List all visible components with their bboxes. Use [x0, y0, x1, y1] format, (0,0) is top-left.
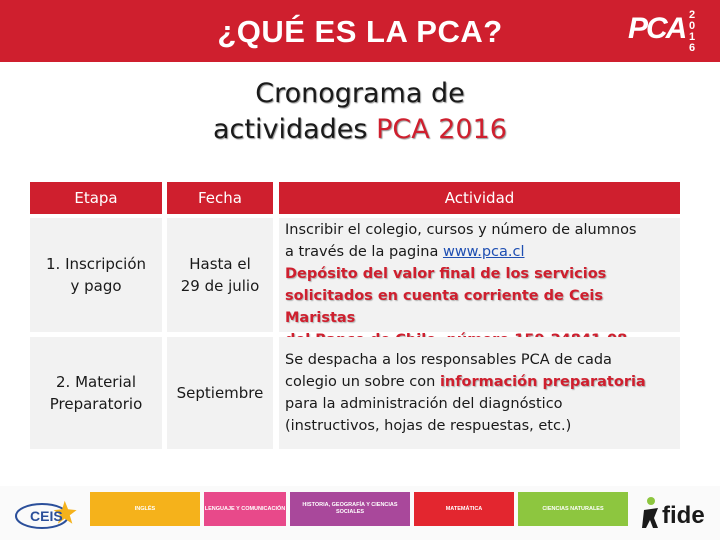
pca-logo-year: 2 0 1 6 — [688, 9, 696, 54]
table-row-2-etapa: 2. Material Preparatorio — [30, 337, 162, 449]
fide-figure-icon — [640, 494, 662, 534]
page-title-line2: actividades PCA 2016 — [213, 114, 507, 145]
banner-title: ¿QUÉ ES LA PCA? — [217, 14, 503, 49]
subject-lenguaje: LENGUAJE Y COMUNICACIÓN — [204, 492, 286, 526]
pca-website-link[interactable]: www.pca.cl — [442, 244, 525, 260]
ceis-logo-text: CEIS — [30, 508, 63, 524]
header-etapa: Etapa — [30, 182, 162, 214]
subject-ingles: INGLÉS — [90, 492, 200, 526]
table-row-2-fecha: Septiembre — [167, 337, 273, 449]
table-row-2-actividad: Se despacha a los responsables PCA de cada colegio un sobre con información preparatoria para la administración del diagnóstico (instructivos, hojas de respuestas, etc.) — [279, 337, 680, 449]
table-row-1-etapa: 1. Inscripción y pago — [30, 218, 162, 332]
table-row-1-actividad: Inscribir el colegio, cursos y número de alumnos a través de la pagina www.pca.cl Depósito del valor final de los servicios solicitados en cuenta corriente de Ceis Maristas — [279, 218, 680, 332]
preparatory-info-highlight: información preparatoria — [439, 374, 646, 390]
fide-logo — [640, 494, 720, 534]
subject-ciencias: CIENCIAS NATURALES — [518, 492, 628, 526]
page-title-accent: PCA 2016 — [376, 114, 507, 145]
header-actividad: Actividad — [279, 182, 680, 214]
ceis-logo — [12, 494, 80, 534]
subject-historia: HISTORIA, GEOGRAFÍA Y CIENCIAS SOCIALES — [290, 492, 410, 526]
fide-logo-text: fide — [662, 502, 705, 529]
header-fecha: Fecha — [167, 182, 273, 214]
page-title — [0, 76, 720, 148]
page-title-line1: Cronograma de — [255, 78, 465, 109]
header-banner — [0, 0, 720, 62]
pca-logo-mark: PCA — [628, 12, 686, 45]
table-row-1-fecha: Hasta el 29 de julio — [167, 218, 273, 332]
pca-logo — [628, 6, 702, 56]
subject-matematica: MATEMÁTICA — [414, 492, 514, 526]
